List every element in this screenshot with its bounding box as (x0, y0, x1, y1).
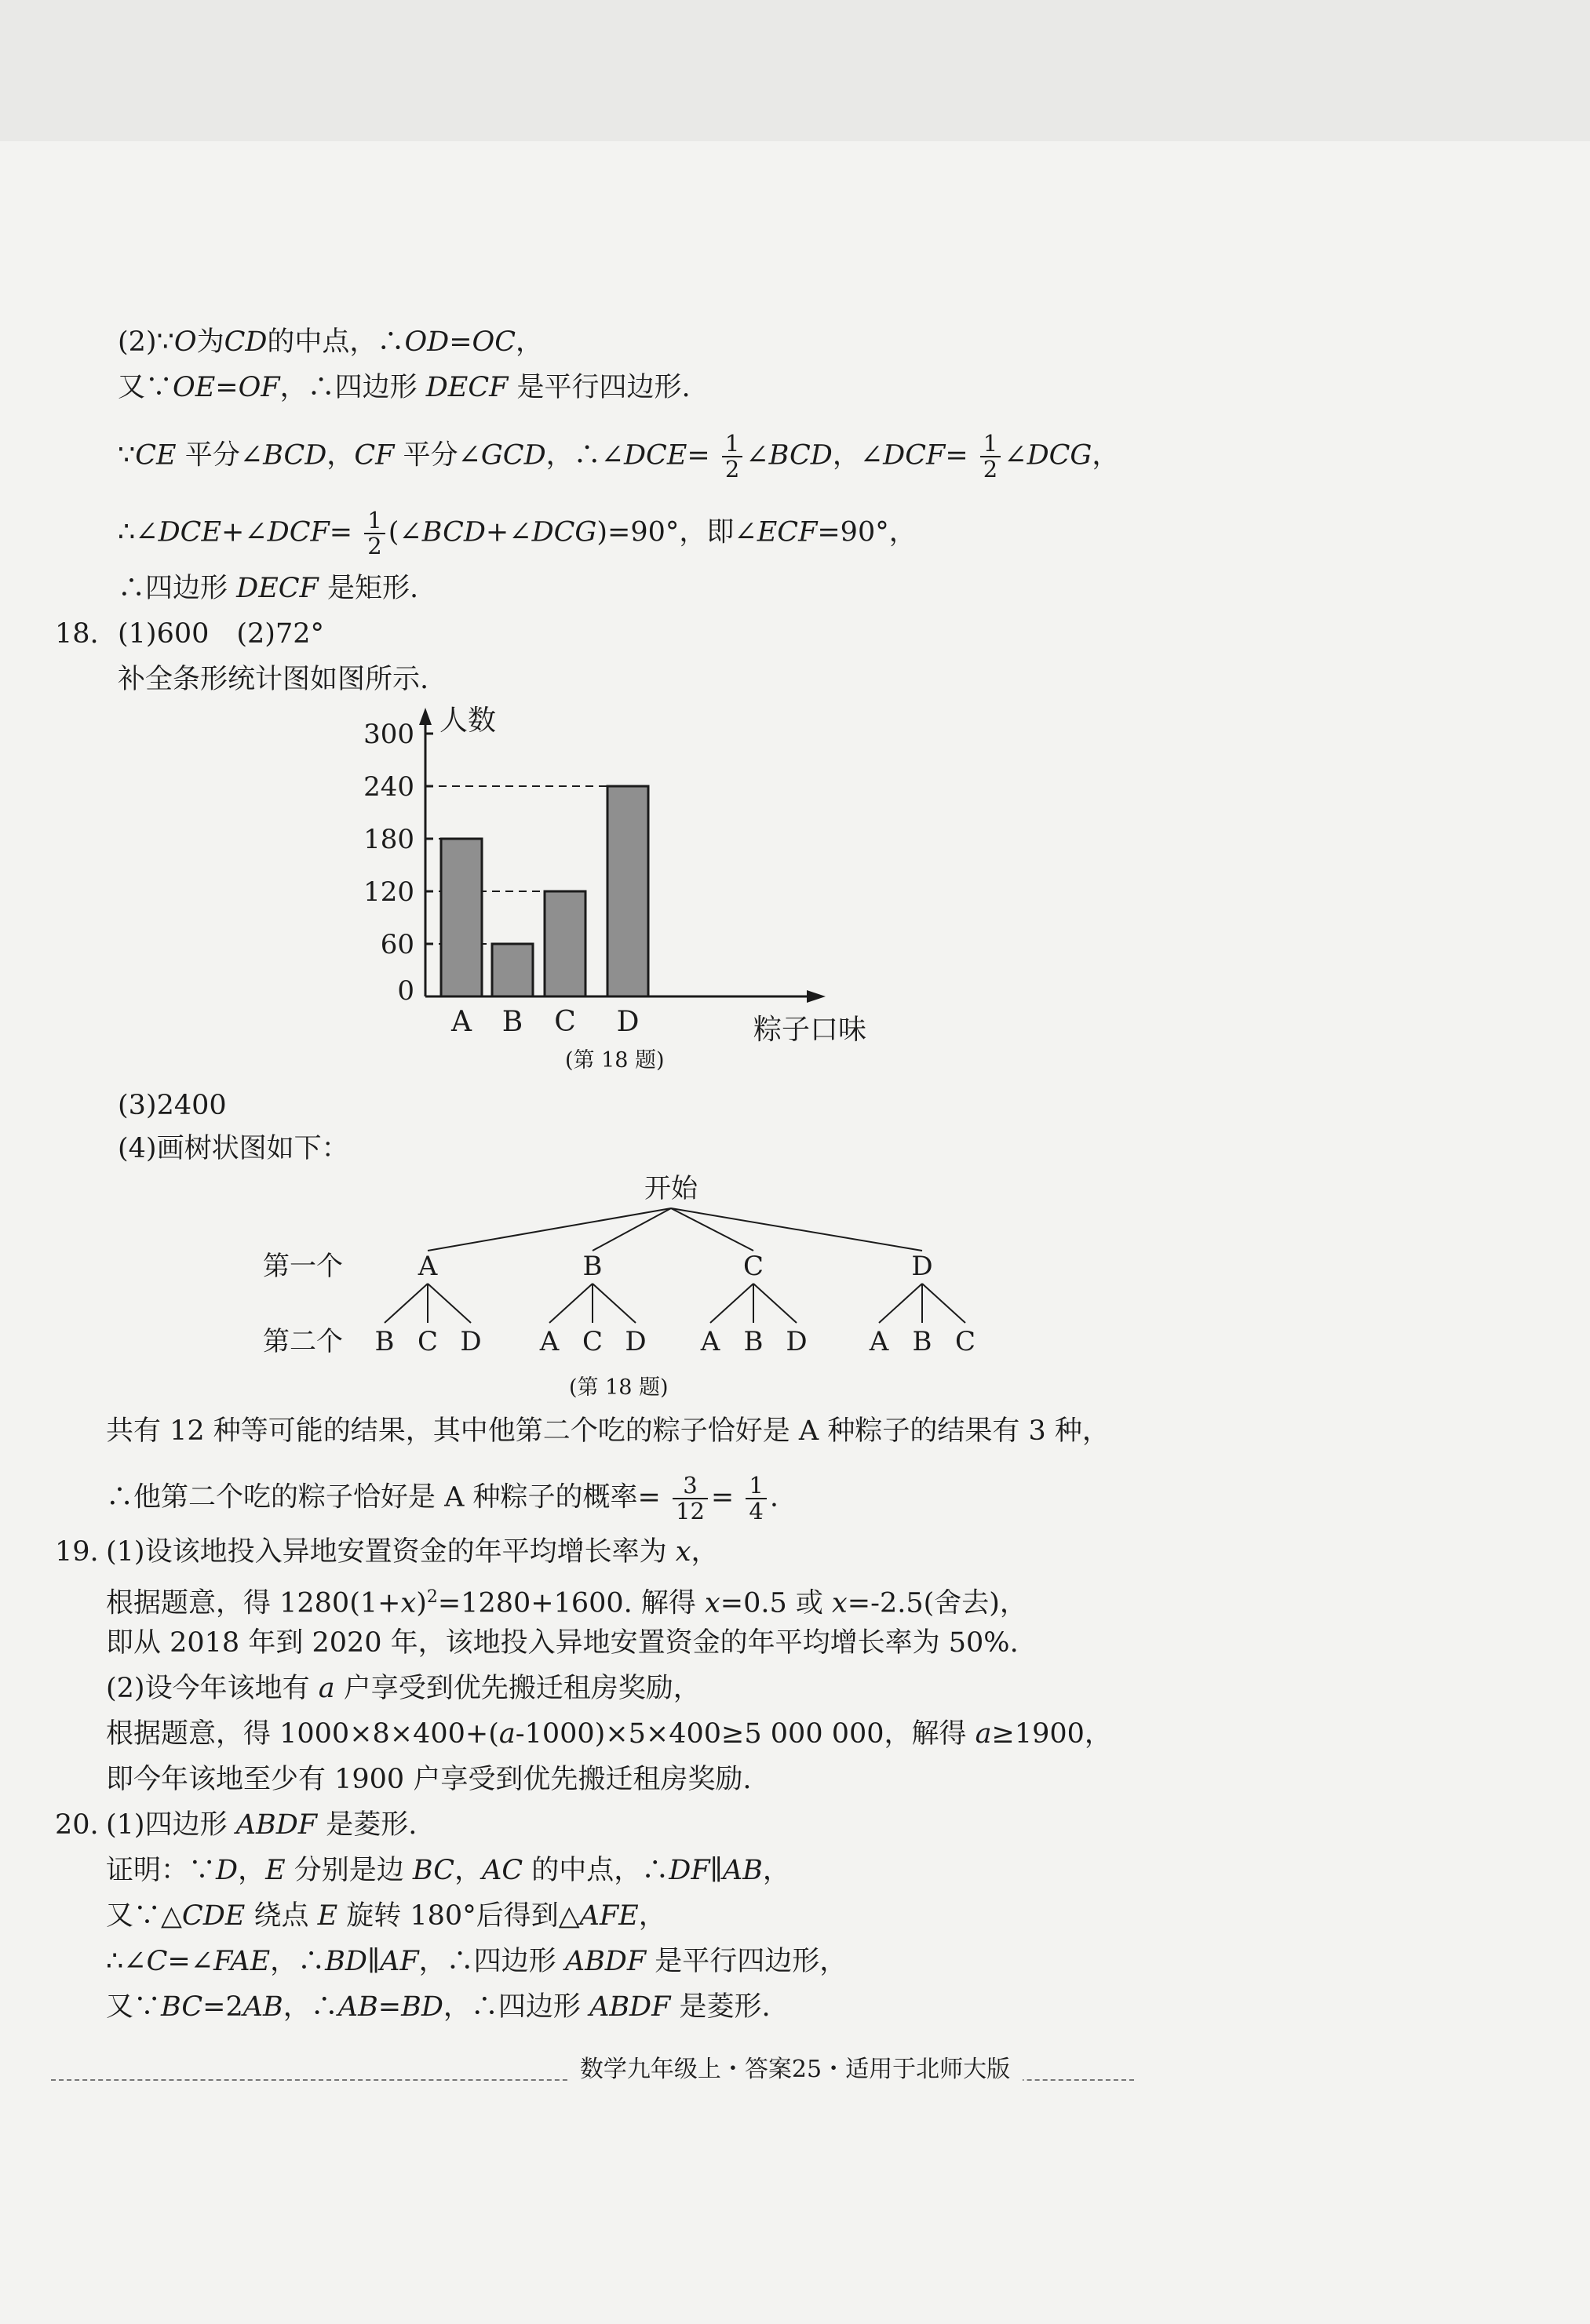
p19-line-3: 即从 2018 年到 2020 年，该地投入异地安置资金的年平均增长率为 50%. (106, 1627, 1019, 1659)
p17-line-2: 又∵OE=OF，∴四边形 DECF 是平行四边形. (118, 372, 691, 403)
tree-branch (671, 1208, 922, 1251)
tree-node-level-1: C (742, 1251, 764, 1282)
p20-line-3: 又∵△CDE 绕点 E 旋转 180°后得到△AFE， (106, 1900, 666, 1932)
page-footer: 数学九年级上・答案25・适用于北师大版 (0, 2054, 1590, 2085)
fraction-one-half: $\frac{1}{2}$ (364, 508, 385, 559)
tree-branch (385, 1284, 428, 1323)
p20-line-5: 又∵BC=2AB，∴AB=BD，∴四边形 ABDF 是菱形. (106, 1991, 771, 2023)
bar-D (607, 786, 648, 996)
tree-row-1-label: 第一个 (263, 1251, 343, 1282)
tree-node-level-2: A (869, 1326, 889, 1357)
tree-node-level-2: B (374, 1326, 395, 1357)
bar-C (545, 891, 585, 996)
y-tick-label: 180 (363, 824, 414, 855)
tree-node-level-2: C (954, 1326, 976, 1357)
y-tick-label: 240 (363, 771, 414, 803)
y-ticks (363, 719, 433, 1007)
p17-line-4: ∴∠DCE+∠DCF= $\frac{1}{2}$ (∠BCD+∠DCG)=90°，即∠ECF=90°， (118, 507, 917, 559)
tree-node-level-1: D (911, 1251, 933, 1282)
p19-line-6: 即今年该地至少有 1900 户享受到优先搬迁租房奖励. (106, 1764, 752, 1795)
tree-node-level-2: B (743, 1326, 764, 1357)
tree-branch (753, 1284, 797, 1323)
tree-branch (428, 1208, 671, 1251)
p18-number: 18. (55, 618, 99, 650)
tree-node-level-2: A (700, 1326, 720, 1357)
fraction-3-12: $\frac{3}{12}$ (673, 1473, 708, 1524)
p17-line-5: ∴四边形 DECF 是矩形. (118, 573, 419, 604)
p19-line-4: (2)设今年该地有 a 户享受到优先搬迁租房奖励， (106, 1673, 701, 1704)
p18-line-2: 补全条形统计图如图所示. (118, 664, 429, 695)
tree-branch (428, 1284, 471, 1323)
y-tick-label: 300 (363, 719, 414, 750)
p20-line-1: (1)四边形 ABDF 是菱形. (106, 1809, 418, 1841)
tree-branch (710, 1284, 753, 1323)
x-tick-label: C (554, 1006, 576, 1038)
tree-branch (549, 1284, 593, 1323)
tree-node-level-2: D (786, 1326, 808, 1357)
tree-node-level-2: D (460, 1326, 482, 1357)
tree-root: 开始 (644, 1173, 698, 1204)
page-top-band (0, 0, 1590, 141)
p19-line-2: 根据题意，得 $1280(1+x)^2=1280+1600$. 解得 x=0.5 或 x=-2.5(舍去)， (106, 1587, 1027, 1619)
tree-node-level-2: D (625, 1326, 647, 1357)
bar-B (492, 944, 533, 996)
x-tick-label: A (451, 1006, 472, 1038)
fraction-one-half: $\frac{1}{2}$ (722, 432, 742, 482)
fraction-one-half: $\frac{1}{2}$ (980, 432, 1001, 482)
x-tick-label: B (501, 1006, 523, 1038)
figure-caption-2: (第 18 题) (569, 1375, 669, 1400)
tree-diagram (235, 1169, 1020, 1404)
tree-branch (879, 1284, 922, 1323)
p20-line-4: ∴∠C=∠FAE，∴BD∥AF，∴四边形 ABDF 是平行四边形， (106, 1946, 848, 1977)
x-axis-label: 粽子口味 (753, 1014, 867, 1046)
tree-row-2-label: 第二个 (263, 1326, 343, 1357)
p17-line-3: ∵CE 平分∠BCD，CF 平分∠GCD，∴∠DCE= $\frac{1}{2}$ ∠BCD，∠DCF= $\frac{1}{2}$ ∠DCG， (118, 430, 1120, 483)
p20-number: 20. (55, 1809, 99, 1841)
tree-node-level-2: C (417, 1326, 439, 1357)
tree-level-2 (375, 1284, 976, 1357)
p18-line-5: 共有 12 种等可能的结果，其中他第二个吃的粽子恰好是 A 种粽子的结果有 3 种， (106, 1415, 1110, 1447)
y-tick-label: 60 (380, 929, 414, 960)
y-axis-arrow-icon (419, 708, 432, 725)
tree-node-level-2: B (912, 1326, 932, 1357)
p18-line-3: (3)2400 (118, 1090, 227, 1121)
tree-node-level-1: B (582, 1251, 603, 1282)
p18-line-1: (1)600 (2)72° (118, 618, 324, 650)
x-axis-arrow-icon (807, 990, 826, 1003)
p19-number: 19. (55, 1536, 99, 1568)
p18-line-6: ∴他第二个吃的粽子恰好是 A 种粽子的概率= $\frac{3}{12}$ = $\frac{1}{4}$ . (106, 1472, 779, 1524)
y-tick-label: 120 (363, 876, 414, 908)
p20-line-2: 证明：∵D，E 分别是边 BC，AC 的中点，∴DF∥AB， (106, 1855, 790, 1886)
tree-node-level-2: A (539, 1326, 560, 1357)
tree-level-1 (418, 1208, 933, 1282)
bar-A (441, 839, 482, 996)
p19-line-5: 根据题意，得 1000×8×400+(a-1000)×5×400≥5 000 000，解得 a≥1900， (106, 1718, 1112, 1750)
tree-branch (922, 1284, 965, 1323)
tree-node-level-1: A (418, 1251, 438, 1282)
y-tick-label: 0 (397, 975, 414, 1007)
y-axis-label: 人数 (439, 705, 497, 737)
bar-chart (363, 698, 918, 1051)
figure-caption-1: (第 18 题) (565, 1048, 665, 1073)
tree-node-level-2: C (582, 1326, 604, 1357)
x-tick-label: D (616, 1006, 640, 1038)
x-ticks (450, 1006, 639, 1038)
p19-line-1: (1)设该地投入异地安置资金的年平均增长率为 x， (106, 1536, 719, 1568)
p18-line-4: (4)画树状图如下： (118, 1133, 349, 1164)
fraction-1-4: $\frac{1}{4}$ (746, 1473, 766, 1524)
bars (441, 786, 648, 996)
p17-line-1: (2)∵O为CD的中点，∴OD=OC， (118, 326, 544, 358)
tree-branch (593, 1284, 636, 1323)
